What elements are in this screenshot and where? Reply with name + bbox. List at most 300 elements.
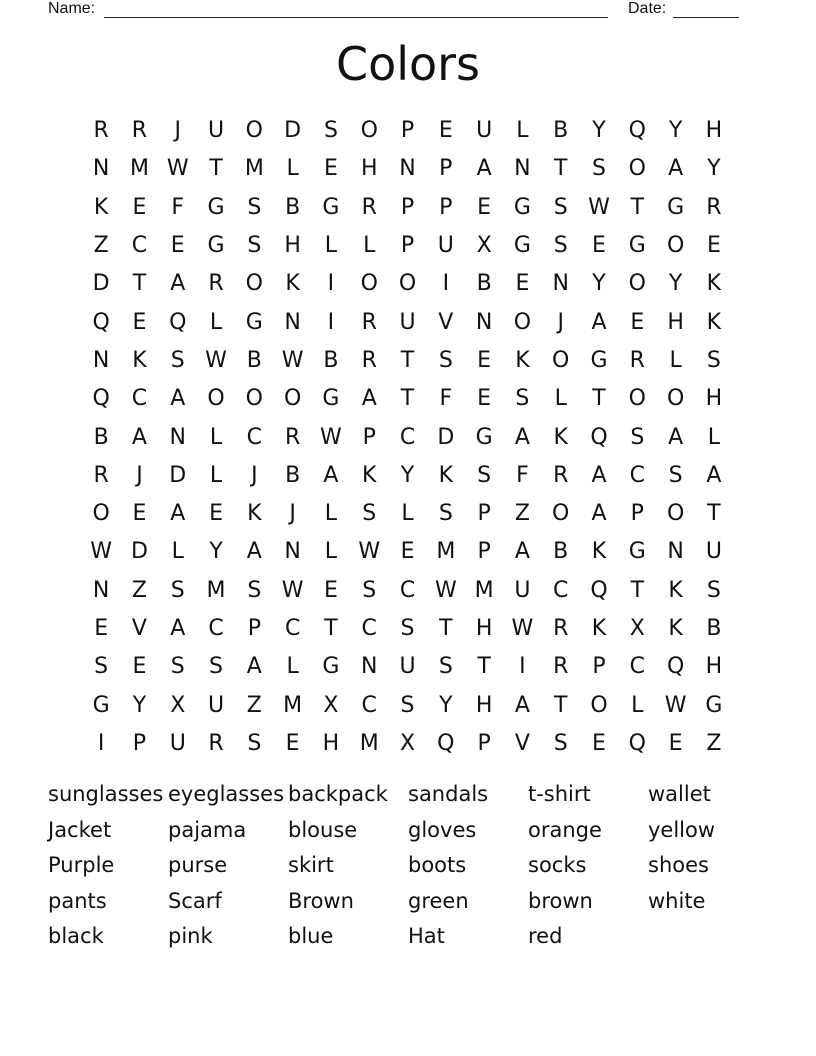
grid-letter: T <box>553 156 568 182</box>
grid-letter: M <box>129 156 149 182</box>
grid-letter: C <box>284 616 301 641</box>
grid-letter: H <box>475 616 493 641</box>
grid-letter: O <box>513 309 532 335</box>
grid-letter: L <box>324 233 338 259</box>
grid-letter: O <box>552 501 570 527</box>
grid-letter: S <box>170 347 185 373</box>
grid-letter: P <box>400 118 415 144</box>
grid-letter: T <box>209 156 223 182</box>
grid-letter: T <box>707 501 721 527</box>
grid-letter: O <box>245 271 263 297</box>
grid-letter: K <box>132 347 147 373</box>
grid-letter: R <box>284 424 301 450</box>
grid-letter: A <box>246 654 262 680</box>
header-row <box>48 0 748 20</box>
grid-letter: L <box>554 386 567 412</box>
word-search-grid <box>82 112 733 763</box>
grid-letter: S <box>323 118 338 144</box>
grid-letter: K <box>553 424 568 450</box>
grid-letter: J <box>251 462 258 488</box>
grid-letter: S <box>553 233 568 259</box>
grid-letter: S <box>477 462 492 488</box>
grid-letter: Y <box>592 271 606 297</box>
grid-letter: H <box>475 692 493 718</box>
grid-letter: N <box>284 309 301 335</box>
grid-letter: E <box>438 118 453 144</box>
word-list-item: blue <box>288 924 334 949</box>
grid-letter: Q <box>628 118 646 144</box>
grid-letter: E <box>477 386 492 412</box>
grid-letter: K <box>591 616 607 641</box>
grid-letter: E <box>706 233 721 259</box>
grid-letter: N <box>475 309 493 335</box>
grid-letter: B <box>285 194 301 220</box>
grid-letter: S <box>592 156 606 182</box>
word-list-item: blouse <box>288 817 358 842</box>
grid-row <box>82 342 733 380</box>
grid-letter: W <box>588 194 610 220</box>
grid-letter: R <box>361 309 377 335</box>
grid-letter: E <box>132 501 147 527</box>
grid-letter: A <box>591 501 607 527</box>
grid-letter: O <box>360 118 378 144</box>
grid-letter: Z <box>131 577 147 603</box>
grid-letter: B <box>476 271 492 297</box>
grid-letter: S <box>209 654 224 680</box>
grid-letter: R <box>706 194 722 220</box>
grid-letter: B <box>93 424 109 450</box>
grid-letter: U <box>207 118 225 144</box>
grid-letter: S <box>400 616 415 641</box>
grid-letter: T <box>439 616 453 641</box>
grid-letter: K <box>706 309 722 335</box>
grid-letter: H <box>667 309 684 335</box>
grid-letter: Q <box>92 386 110 412</box>
grid-letter: D <box>169 462 187 488</box>
grid-letter: D <box>92 271 110 297</box>
grid-letter: M <box>206 577 226 603</box>
grid-letter: K <box>285 271 300 297</box>
grid-letter: C <box>553 577 569 603</box>
word-list-item: socks <box>528 853 587 878</box>
word-list-item: pajama <box>168 817 247 842</box>
grid-letter: O <box>666 233 685 259</box>
word-list-item: Hat <box>408 924 445 949</box>
name-label: Name: <box>48 0 96 17</box>
grid-letter: T <box>400 386 415 412</box>
grid-letter: O <box>245 118 263 144</box>
grid-letter: A <box>514 539 530 565</box>
grid-letter: S <box>247 577 262 603</box>
grid-letter: L <box>286 156 299 182</box>
grid-row <box>82 495 733 533</box>
grid-letter: N <box>399 156 416 182</box>
grid-letter: K <box>362 462 377 488</box>
word-list-item: shoes <box>648 853 709 878</box>
grid-letter: W <box>166 156 189 182</box>
grid-letter: O <box>590 692 608 718</box>
grid-letter: S <box>247 730 262 756</box>
word-list-item: t-shirt <box>528 782 591 806</box>
grid-letter: P <box>247 616 261 641</box>
grid-letter: P <box>439 194 453 220</box>
date-label: Date: <box>628 0 667 17</box>
grid-letter: W <box>320 424 342 450</box>
grid-letter: O <box>207 386 225 412</box>
grid-letter: O <box>245 386 263 412</box>
grid-letter: B <box>323 347 339 373</box>
grid-letter: U <box>399 654 416 680</box>
grid-letter: E <box>400 539 415 565</box>
grid-letter: A <box>514 424 530 450</box>
grid-letter: O <box>398 271 417 297</box>
grid-letter: S <box>247 233 262 259</box>
grid-letter: G <box>628 539 646 565</box>
grid-letter: S <box>706 577 721 603</box>
grid-letter: E <box>323 156 338 182</box>
grid-letter: S <box>553 730 568 756</box>
grid-letter: V <box>131 616 147 641</box>
grid-letter: W <box>281 577 304 603</box>
grid-row <box>82 380 733 418</box>
grid-letter: L <box>209 309 223 335</box>
grid-letter: M <box>359 730 379 756</box>
grid-letter: E <box>94 616 109 641</box>
grid-letter: X <box>476 233 492 259</box>
word-list-item: sunglasses <box>48 782 164 806</box>
grid-letter: S <box>438 501 453 527</box>
word-list-item: Jacket <box>48 817 112 842</box>
grid-letter: R <box>131 118 148 144</box>
grid-letter: A <box>170 616 186 641</box>
grid-letter: J <box>289 501 296 527</box>
grid-letter: U <box>705 539 722 565</box>
grid-letter: E <box>592 730 606 756</box>
grid-letter: G <box>207 233 225 259</box>
grid-letter: Z <box>246 692 262 718</box>
grid-letter: J <box>557 309 564 335</box>
grid-letter: B <box>553 118 569 144</box>
grid-letter: C <box>629 654 645 680</box>
grid-letter: A <box>476 156 492 182</box>
grid-letter: Q <box>628 730 646 756</box>
grid-letter: F <box>439 386 453 412</box>
grid-letter: Y <box>592 118 606 144</box>
grid-letter: T <box>630 577 645 603</box>
grid-letter: M <box>244 156 264 182</box>
grid-letter: L <box>324 539 338 565</box>
grid-letter: T <box>592 386 606 412</box>
grid-letter: L <box>324 501 338 527</box>
grid-letter: E <box>209 501 223 527</box>
grid-letter: M <box>436 539 456 565</box>
grid-letter: H <box>360 156 378 182</box>
grid-letter: Y <box>707 156 721 182</box>
grid-letter: J <box>174 118 181 144</box>
grid-letter: L <box>707 424 721 450</box>
grid-row <box>82 227 733 265</box>
grid-letter: E <box>515 271 530 297</box>
word-list-item: purse <box>168 853 228 878</box>
grid-letter: J <box>136 462 143 488</box>
grid-letter: A <box>706 462 722 488</box>
grid-letter: P <box>439 156 453 182</box>
grid-letter: T <box>400 347 415 373</box>
grid-letter: T <box>630 194 645 220</box>
grid-letter: N <box>284 539 301 565</box>
grid-letter: E <box>170 233 185 259</box>
grid-letter: U <box>514 577 531 603</box>
grid-letter: S <box>553 194 568 220</box>
grid-letter: L <box>631 692 644 718</box>
grid-letter: D <box>284 118 302 144</box>
grid-letter: G <box>705 692 723 718</box>
grid-letter: E <box>592 233 606 259</box>
grid-letter: W <box>434 577 457 603</box>
grid-letter: L <box>401 501 414 527</box>
grid-letter: R <box>553 616 569 641</box>
grid-letter: A <box>323 462 339 488</box>
grid-letter: C <box>131 233 148 259</box>
grid-letter: G <box>513 233 531 259</box>
grid-letter: Q <box>437 730 455 756</box>
grid-letter: N <box>92 577 110 603</box>
word-list-item: pink <box>168 924 213 949</box>
grid-letter: C <box>131 386 148 412</box>
grid-letter: A <box>668 424 684 450</box>
grid-letter: R <box>93 462 109 488</box>
grid-letter: X <box>399 730 416 756</box>
grid-letter: G <box>513 194 531 220</box>
word-list-item: pants <box>48 888 107 913</box>
grid-letter: P <box>400 233 415 259</box>
grid-row <box>82 303 733 341</box>
word-list-item: brown <box>528 888 593 913</box>
grid-letter: W <box>281 347 304 373</box>
grid-letter: Q <box>92 309 110 335</box>
grid-letter: A <box>668 156 684 182</box>
grid-row <box>82 418 733 456</box>
grid-letter: K <box>247 501 262 527</box>
grid-letter: P <box>400 194 415 220</box>
grid-letter: E <box>477 194 492 220</box>
grid-letter: A <box>361 386 377 412</box>
grid-letter: H <box>322 730 340 756</box>
grid-letter: B <box>706 616 722 641</box>
grid-letter: Y <box>400 462 415 488</box>
date-blank-line <box>673 0 739 18</box>
grid-row <box>82 572 733 610</box>
grid-letter: Y <box>132 692 147 718</box>
grid-letter: B <box>285 462 301 488</box>
word-list-item: sandals <box>408 782 489 806</box>
word-list-item: yellow <box>648 817 716 842</box>
grid-row <box>82 686 733 724</box>
grid-letter: K <box>438 462 454 488</box>
grid-letter: R <box>361 194 377 220</box>
grid-row <box>82 610 733 648</box>
grid-letter: V <box>514 730 530 756</box>
grid-letter: O <box>283 386 302 412</box>
word-list-item: boots <box>408 853 467 878</box>
grid-letter: W <box>664 692 687 718</box>
grid-letter: P <box>477 501 491 527</box>
grid-letter: Q <box>169 309 187 335</box>
grid-letter: H <box>705 118 723 144</box>
grid-letter: X <box>170 692 186 718</box>
grid-letter: E <box>285 730 300 756</box>
grid-letter: B <box>246 347 262 373</box>
grid-letter: A <box>170 386 186 412</box>
grid-letter: N <box>514 156 531 182</box>
grid-letter: S <box>630 424 645 450</box>
grid-letter: Y <box>668 118 683 144</box>
word-list-item: red <box>528 924 563 949</box>
grid-letter: A <box>591 462 607 488</box>
grid-letter: E <box>477 347 492 373</box>
grid-letter: S <box>400 692 415 718</box>
grid-letter: A <box>591 309 607 335</box>
grid-letter: G <box>590 347 608 373</box>
grid-letter: A <box>170 501 186 527</box>
grid-letter: Y <box>209 539 223 565</box>
grid-letter: O <box>552 347 570 373</box>
grid-letter: P <box>362 424 376 450</box>
grid-letter: H <box>284 233 301 259</box>
grid-letter: X <box>629 616 645 641</box>
grid-letter: W <box>358 539 381 565</box>
grid-letter: F <box>516 462 529 488</box>
grid-letter: N <box>552 271 569 297</box>
grid-letter: S <box>94 654 109 680</box>
grid-letter: Z <box>706 730 722 756</box>
grid-letter: E <box>132 654 147 680</box>
grid-letter: D <box>130 539 148 565</box>
grid-letter: R <box>208 271 224 297</box>
grid-letter: S <box>515 386 530 412</box>
grid-letter: G <box>322 194 340 220</box>
grid-letter: M <box>474 577 494 603</box>
grid-letter: X <box>323 692 339 718</box>
grid-letter: C <box>399 577 416 603</box>
grid-letter: A <box>170 271 186 297</box>
grid-letter: F <box>171 194 185 220</box>
grid-letter: U <box>169 730 186 756</box>
grid-letter: R <box>553 654 569 680</box>
word-list-item: Purple <box>48 853 115 878</box>
grid-letter: L <box>516 118 529 144</box>
grid-letter: H <box>705 386 723 412</box>
grid-letter: U <box>437 233 454 259</box>
grid-letter: R <box>553 462 569 488</box>
grid-letter: S <box>706 347 721 373</box>
grid-letter: R <box>93 118 109 144</box>
grid-letter: O <box>360 271 378 297</box>
grid-letter: O <box>666 386 685 412</box>
grid-letter: C <box>246 424 263 450</box>
grid-letter: G <box>667 194 685 220</box>
grid-letter: E <box>132 309 147 335</box>
grid-letter: U <box>207 692 225 718</box>
grid-letter: P <box>477 539 491 565</box>
grid-letter: S <box>438 347 453 373</box>
grid-letter: A <box>131 424 147 450</box>
grid-letter: E <box>668 730 683 756</box>
grid-row <box>82 533 733 571</box>
grid-letter: N <box>92 156 110 182</box>
grid-row <box>82 265 733 303</box>
grid-letter: C <box>399 424 416 450</box>
word-list-item: backpack <box>288 782 388 806</box>
grid-letter: L <box>363 233 376 259</box>
grid-letter: M <box>283 692 303 718</box>
grid-letter: S <box>170 577 185 603</box>
grid-letter: Q <box>590 424 608 450</box>
grid-letter: N <box>92 347 110 373</box>
word-list-item: white <box>648 888 706 913</box>
grid-letter: D <box>437 424 455 450</box>
grid-letter: T <box>477 654 491 680</box>
grid-letter: G <box>245 309 263 335</box>
grid-letter: G <box>322 654 340 680</box>
grid-letter: C <box>629 462 645 488</box>
grid-letter: C <box>361 616 377 641</box>
grid-letter: C <box>361 692 377 718</box>
grid-letter: P <box>630 501 644 527</box>
grid-letter: G <box>322 386 340 412</box>
grid-letter: B <box>553 539 569 565</box>
grid-letter: T <box>324 616 338 641</box>
grid-letter: N <box>667 539 684 565</box>
grid-letter: E <box>132 194 147 220</box>
grid-letter: S <box>362 577 377 603</box>
grid-letter: I <box>97 730 105 756</box>
grid-letter: G <box>207 194 225 220</box>
grid-letter: N <box>360 654 378 680</box>
grid-letter: C <box>208 616 224 641</box>
grid-letter: L <box>209 424 223 450</box>
grid-letter: E <box>630 309 645 335</box>
grid-letter: O <box>628 156 646 182</box>
grid-letter: A <box>246 539 262 565</box>
grid-letter: V <box>438 309 454 335</box>
word-list-item: green <box>408 888 469 913</box>
grid-letter: S <box>438 654 453 680</box>
grid-letter: I <box>327 271 335 297</box>
grid-row <box>82 150 733 188</box>
grid-letter: T <box>553 692 568 718</box>
grid-letter: I <box>442 271 450 297</box>
grid-row <box>82 648 733 686</box>
grid-letter: L <box>209 462 223 488</box>
grid-letter: W <box>205 347 227 373</box>
word-list-item: Scarf <box>168 888 222 913</box>
grid-letter: O <box>666 501 685 527</box>
grid-letter: H <box>705 654 723 680</box>
grid-letter: I <box>519 654 526 680</box>
page-title: Colors <box>335 37 481 91</box>
grid-letter: O <box>628 386 646 412</box>
grid-row <box>82 189 733 227</box>
word-list-item: Brown <box>288 888 354 913</box>
word-list-item: black <box>48 924 104 949</box>
grid-letter: A <box>514 692 530 718</box>
word-list-item: eyeglasses <box>168 782 285 806</box>
grid-letter: P <box>592 654 606 680</box>
grid-letter: K <box>668 616 683 641</box>
grid-letter: L <box>171 539 184 565</box>
grid-letter: L <box>286 654 299 680</box>
